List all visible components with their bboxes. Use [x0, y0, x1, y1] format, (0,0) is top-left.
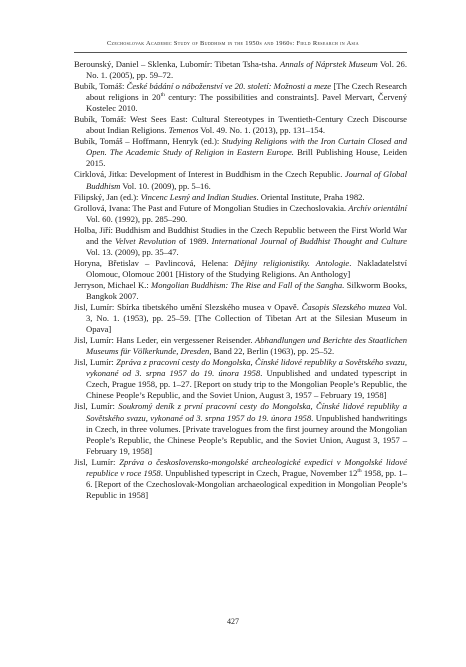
reference-italic-run: Journal of Global Buddhism: [86, 169, 407, 191]
reference-entry: [74, 302, 407, 335]
reference-list: [74, 59, 407, 501]
reference-italic-run: Vincenc Lesný and Indian Studies: [140, 191, 257, 202]
reference-text-run: [The Czech Research about religions in 20: [86, 81, 407, 103]
reference-text-run: Bubík, Tomáš: West Sees East: Cultural Stereotypes in Twentieth-Century Czech Discourse about Indian Religions.: [74, 114, 407, 136]
reference-text-run: Vol. 49. No. 1. (2013), pp. 131–154.: [198, 125, 326, 136]
reference-entry: [74, 280, 407, 302]
reference-superscript: th: [160, 92, 165, 99]
reference-italic-run: Temenos: [168, 125, 199, 136]
reference-italic-run: Archív orientální: [348, 202, 407, 213]
reference-italic-run: Mongolian Buddhism: The Rise and Fall of the Sangha.: [151, 279, 345, 290]
reference-text-run: century: The possibilities and constraints]. Pavel Mervart, Červený Kostelec 2010.: [86, 92, 408, 114]
reference-italic-run: Zpráva z pracovní cesty do Mongolska, Čínské lidové republiky a Sovětského svazu, vykonané od 3. srpna 1957 do 19. února 1958: [86, 357, 408, 379]
reference-italic-run: Velvet Revolution: [115, 235, 176, 246]
reference-entry: [74, 169, 407, 191]
reference-entry: [74, 401, 407, 456]
reference-italic-run: Dějiny religionistiky. Antologie: [234, 257, 350, 268]
reference-entry: [74, 136, 407, 169]
reference-text-run: Vol. 3, No. 1. (1953), pp. 25–59. [The Collection of Tibetan Art at the Silesian Museum in Opava]: [86, 302, 407, 335]
reference-italic-run: Annals of Náprstek Museum: [279, 59, 378, 69]
reference-text-run: Vol. 60. (1992), pp. 285–290.: [86, 213, 188, 224]
page-number: 427: [227, 617, 239, 626]
reference-superscript: th: [357, 467, 362, 474]
reference-entry: [74, 59, 407, 81]
header-rule: [74, 52, 407, 53]
reference-text-run: Horyna, Břetislav – Pavlincová, Helena:: [74, 257, 235, 268]
reference-text-run: Bubík, Tomáš:: [74, 81, 127, 92]
reference-text-run: Holba, Jiří: Buddhism and Buddhist Studies in the Czech Republic between the First World War and the: [74, 224, 407, 246]
reference-entry: [74, 357, 407, 401]
reference-text-run: Vol. 26. No. 1. (2005), pp. 59–72.: [86, 59, 407, 81]
reference-text-run: . Unpublished handwritings in Czech, in three volumes. [Private travelogues from the first journey around the Mongolian People’s Republic, the Chinese People’s Republic, and the Soviet Union, August 3, 1957 – February 19, 1958]: [86, 412, 407, 456]
reference-text-run: Jisl, Lumír: Hans Leder, ein vergessener Reisender.: [74, 335, 255, 346]
reference-entry: [74, 335, 407, 357]
reference-entry: [74, 457, 407, 501]
reference-text-run: Bubík, Tomáš – Hoffmann, Henryk (ed.):: [74, 136, 222, 147]
reference-italic-run: Studying Religions with the Iron Curtain Closed and Open. The Academic Study of Religion in Eastern Europe.: [86, 136, 407, 158]
reference-text-run: . Unpublished and undated typescript in Czech, Prague 1958, pp. 1–27. [Report on study trip to the Mongolian People’s Republic, the Chinese People’s Republic, and the Soviet Union, August 3, 1957 – February 19, 1958]: [86, 368, 407, 401]
reference-entry: [74, 81, 407, 114]
reference-text-run: Filipský, Jan (ed.):: [74, 191, 141, 202]
running-head: Czechoslovak Academic Study of Buddhism in the 1950s and 1960s: Field Research in Asia: [106, 40, 360, 47]
reference-entry: [74, 258, 407, 280]
reference-italic-run: Abhandlungen und Berichte des Staatlichen Museums für Völkerkunde, Dresden: [86, 335, 407, 357]
reference-text-run: Brill Publishing House, Leiden 2015.: [86, 147, 407, 169]
reference-text-run: Jisl, Lumír: Sbírka tibetského umění Slezského musea v Opavě.: [74, 302, 302, 313]
reference-text-run: Jisl, Lumír:: [74, 401, 119, 412]
reference-italic-run: International Journal of Buddhist Thought and Culture: [211, 235, 407, 246]
reference-text-run: Jerryson, Michael K.:: [74, 279, 152, 290]
reference-text-run: Vol. 13. (2009), pp. 35–47.: [86, 246, 179, 257]
reference-text-run: , Band 22, Berlin (1963), pp. 25–52.: [209, 346, 335, 357]
reference-text-run: Jisl, Lumír:: [74, 357, 117, 368]
reference-text-run: Jisl, Lumír:: [74, 456, 120, 467]
reference-italic-run: České bádání o náboženství ve 20. století: Možnosti a meze: [126, 81, 332, 92]
reference-text-run: Berounský, Daniel – Sklenka, Lubomír: Tibetan Tsha-tsha.: [74, 59, 280, 69]
reference-text-run: Vol. 10. (2009), pp. 5–16.: [120, 180, 211, 191]
reference-text-run: . Unpublished typescript in Czech, Prague, November 12: [160, 467, 358, 478]
reference-text-run: Silkworm Books, Bangkok 2007.: [86, 279, 407, 301]
reference-italic-run: Zpráva o československo-mongolské archeologické expedici v Mongolské lidové republice v roce 1958: [86, 456, 408, 478]
reference-text-run: 1958, pp. 1–6. [Report of the Czechoslovak-Mongolian archaeological expedition in Mongolian People’s Republic in 1958]: [86, 467, 407, 500]
reference-entry: [74, 225, 407, 258]
reference-italic-run: Soukromý deník z první pracovní cesty do Mongolska, Čínské lidové republiky a Sovětského svazu, vykonané od 3. srpna 1957 do 19. února 1958: [86, 401, 407, 423]
reference-text-run: Cirklová, Jitka: Development of Interest in Buddhism in the Czech Republic.: [74, 169, 345, 180]
reference-entry: [74, 192, 407, 203]
reference-text-run: of 1989.: [175, 235, 212, 246]
reference-italic-run: Časopis Slezského muzea: [301, 302, 391, 313]
reference-entry: [74, 114, 407, 136]
reference-text-run: Grollová, Ivana: The Past and Future of Mongolian Studies in Czechoslovakia.: [74, 202, 349, 213]
reference-text-run: . Nakladatelství Olomouc, Olomouc 2001 [History of the Studying Religions. An Anthology]: [86, 257, 408, 279]
reference-entry: [74, 203, 407, 225]
reference-text-run: . Oriental Institute, Praha 1982.: [256, 191, 365, 202]
